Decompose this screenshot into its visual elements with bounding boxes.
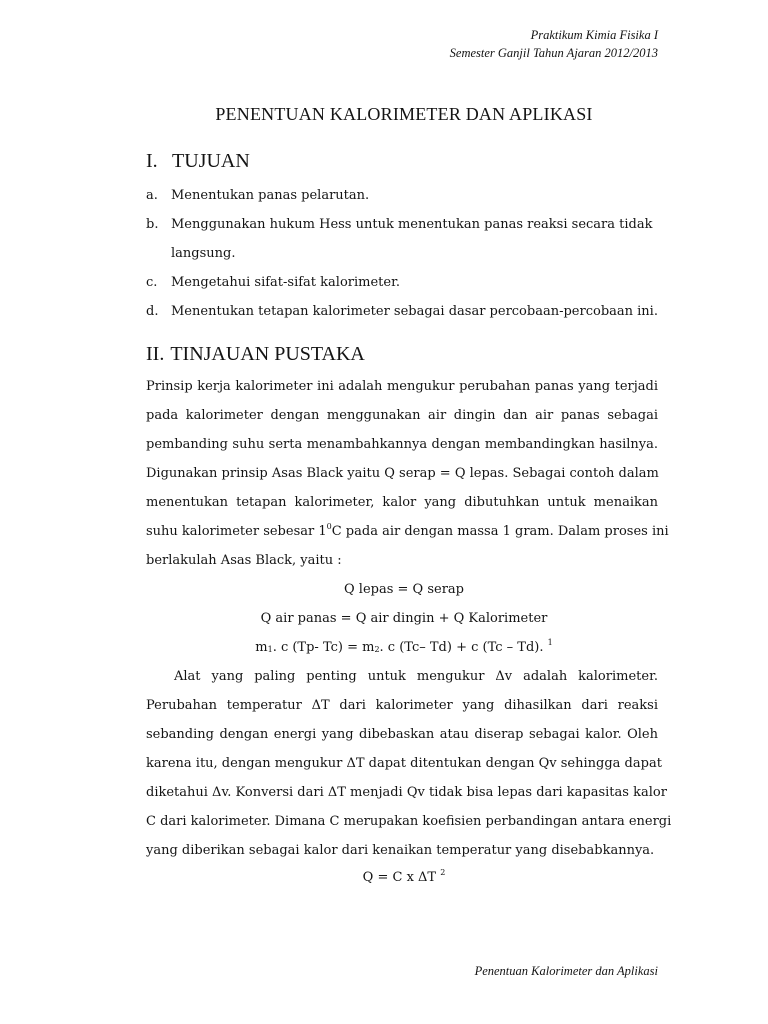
subscript: 2: [374, 645, 380, 654]
formula-term: . c (Tp- Tc) = m: [272, 640, 375, 655]
list-text-continuation: langsung.: [171, 246, 236, 261]
list-text: Menentukan tetapan kalorimeter sebagai dasar percobaan-percobaan ini.: [171, 304, 658, 319]
list-marker: c.: [146, 275, 158, 290]
page-footer: Penentuan Kalorimeter dan Aplikasi: [474, 964, 658, 978]
paragraph-line: menentukan tetapan kalorimeter, kalor yang dibutuhkan untuk menaikan: [146, 495, 658, 510]
superscript: 1: [318, 524, 327, 539]
section-title: TINJAUAN PUSTAKA: [170, 343, 365, 365]
paragraph-line: karena itu, dengan mengukur ΔT dapat ditentukan dengan Qv sehingga dapat: [146, 756, 662, 771]
footnote-ref: 1: [547, 638, 553, 647]
page-header: [450, 26, 658, 62]
text-segment: suhu kalorimeter sebesar: [146, 524, 319, 539]
paragraph-line: pada kalorimeter dengan menggunakan air dingin dan air panas sebagai: [146, 408, 658, 423]
paragraph-line: Prinsip kerja kalorimeter ini adalah mengukur perubahan panas yang terjadi: [146, 379, 658, 394]
formula-term: . c (Tc– Td) + c (Tc – Td).: [379, 640, 544, 655]
paragraph-line: Digunakan prinsip Asas Black yaitu Q serap = Q lepas. Sebagai contoh dalam: [146, 466, 659, 481]
degree-superscript: 0: [326, 522, 332, 531]
subscript: 1: [267, 645, 273, 654]
formula-term: m: [255, 640, 268, 655]
paragraph-line: [146, 522, 669, 542]
paragraph-line: diketahui Δv. Konversi dari ΔT menjadi Qv tidak bisa lepas dari kapasitas kalor: [146, 785, 667, 800]
list-text: Mengetahui sifat-sifat kalorimeter.: [171, 275, 400, 290]
paragraph-line: Alat yang paling penting untuk mengukur Δv adalah kalorimeter.: [174, 669, 658, 684]
list-text: Menggunakan hukum Hess untuk menentukan panas reaksi secara tidak: [171, 217, 653, 232]
paragraph-line: sebanding dengan energi yang dibebaskan atau diserap sebagai kalor. Oleh: [146, 727, 658, 742]
list-marker: d.: [146, 304, 159, 319]
paragraph-line: Perubahan temperatur ΔT dari kalorimeter yang dihasilkan dari reaksi: [146, 698, 658, 713]
text-segment: C pada air dengan massa 1 gram. Dalam proses ini: [331, 524, 669, 539]
document-title: PENENTUAN KALORIMETER DAN APLIKASI: [215, 104, 593, 124]
paragraph-line: C dari kalorimeter. Dimana C merupakan koefisien perbandingan antara energi: [146, 814, 672, 829]
footnote-ref: 2: [440, 868, 446, 877]
formula-water-heat: Q air panas = Q air dingin + Q Kalorimeter: [260, 611, 548, 626]
section-heading-tinjauan-pustaka: [146, 343, 365, 366]
list-marker: a.: [146, 188, 158, 203]
header-semester: Semester Ganjil Tahun Ajaran 2012/2013: [449, 46, 658, 60]
formula-calorimeter-constant: [0, 638, 768, 658]
formula-heat-capacity: [0, 868, 768, 888]
paragraph-line: yang diberikan sebagai kalor dari kenaikan temperatur yang disebabkannya.: [146, 843, 655, 858]
list-text: Menentukan panas pelarutan.: [171, 188, 370, 203]
header-course: Praktikum Kimia Fisika I: [530, 28, 658, 42]
formula-heat-balance: Q lepas = Q serap: [344, 582, 464, 597]
section-number: I.: [146, 150, 158, 172]
paragraph-line: pembanding suhu serta menambahkannya dengan membandingkan hasilnya.: [146, 437, 658, 452]
section-number: II.: [146, 343, 165, 365]
section-heading-tujuan: [146, 150, 250, 173]
section-title: TUJUAN: [172, 150, 250, 172]
paragraph-line: berlakulah Asas Black, yaitu :: [146, 553, 342, 568]
list-marker: b.: [146, 217, 159, 232]
formula-term: Q = C x ΔT: [362, 870, 437, 885]
